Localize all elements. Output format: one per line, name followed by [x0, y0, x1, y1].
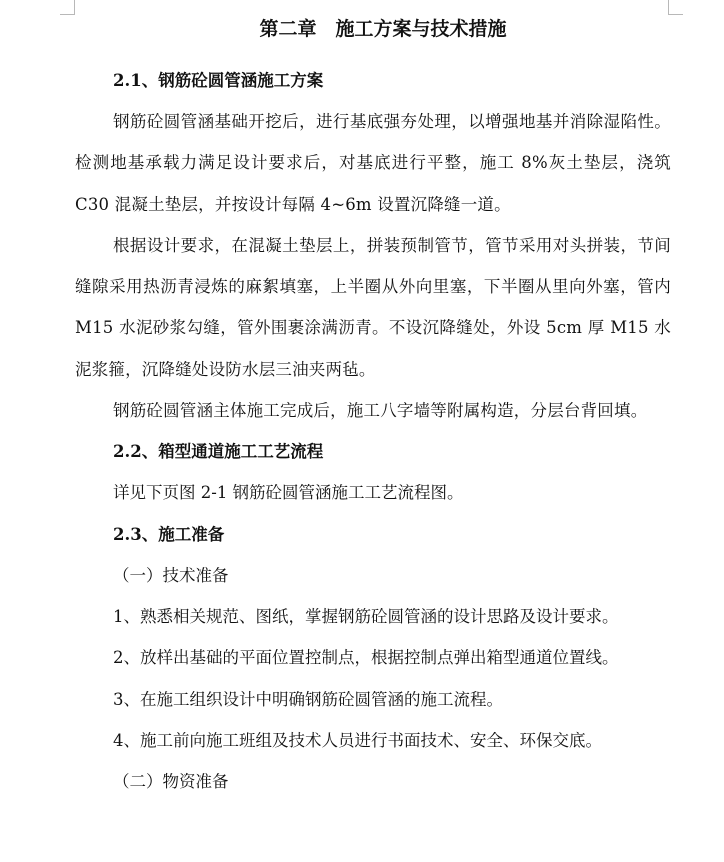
- paragraph-2-1-1: 钢筋砼圆管涵基础开挖后，进行基底强夯处理，以增强地基并消除湿陷性。检测地基承载力满足设计要求后，对基底进行平整，施工 8%灰土垫层，浇筑 C30 混凝土垫层，并按设计每隔 4~6m 设置沉降缝一道。: [75, 112, 671, 214]
- list-item: 4、施工前向施工班组及技术人员进行书面技术、安全、环保交底。: [113, 730, 602, 750]
- section-heading-2-2: 2.2、箱型通道施工工艺流程: [113, 442, 324, 462]
- subheading-technical-preparation: （一）技术准备: [113, 565, 229, 585]
- document-body: [75, 14, 671, 802]
- section-heading-2-1: 2.1、钢筋砼圆管涵施工方案: [113, 71, 324, 90]
- list-item: 3、在施工组织设计中明确钢筋砼圆管涵的施工流程。: [113, 689, 503, 709]
- paragraph-2-2-1: 详见下页图 2-1 钢筋砼圆管涵施工工艺流程图。: [113, 483, 464, 503]
- section-heading-2-3: 2.3、施工准备: [113, 524, 225, 544]
- list-item: 2、放样出基础的平面位置控制点，根据控制点弹出箱型通道位置线。: [113, 648, 619, 668]
- paragraph-2-1-2: 根据设计要求，在混凝土垫层上，拼装预制管节，管节采用对头拼装，节间缝隙采用热沥青浸炼的麻絮填塞，上半圈从外向里塞，下半圈从里向外塞，管内 M15 水泥砂浆勾缝，管外围裹涂满沥青。不设沉降缝处，外设 5cm 厚 M15 水泥浆箍，沉降缝处设防水层三油夹两毡。: [75, 235, 671, 379]
- subheading-material-preparation: （二）物资准备: [113, 772, 229, 792]
- crop-mark-top-right: [668, 0, 683, 15]
- paragraph-2-1-3: 钢筋砼圆管涵主体施工完成后，施工八字墙等附属构造，分层台背回填。: [113, 401, 648, 421]
- list-item: 1、熟悉相关规范、图纸，掌握钢筋砼圆管涵的设计思路及设计要求。: [113, 606, 619, 626]
- crop-mark-top-left: [60, 0, 75, 15]
- chapter-title: 第二章 施工方案与技术措施: [259, 18, 507, 40]
